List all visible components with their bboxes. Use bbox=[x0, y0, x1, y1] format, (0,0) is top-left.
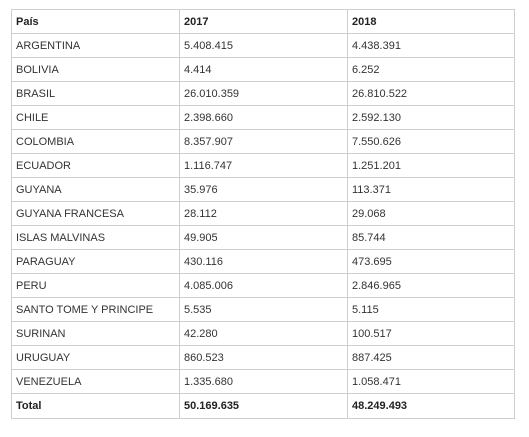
country-cell: PERU bbox=[12, 274, 180, 298]
country-cell: VENEZUELA bbox=[12, 370, 180, 394]
value-2018-cell: 113.371 bbox=[348, 178, 515, 202]
country-cell: PARAGUAY bbox=[12, 250, 180, 274]
value-2017-cell: 1.335.680 bbox=[180, 370, 348, 394]
value-2017-cell: 49.905 bbox=[180, 226, 348, 250]
value-2017-cell: 860.523 bbox=[180, 346, 348, 370]
table-row bbox=[12, 298, 515, 322]
value-2017-cell: 42.280 bbox=[180, 322, 348, 346]
value-2017-cell: 26.010.359 bbox=[180, 82, 348, 106]
country-cell: ARGENTINA bbox=[12, 34, 180, 58]
country-cell: SURINAN bbox=[12, 322, 180, 346]
total-2017-cell: 50.169.635 bbox=[180, 394, 348, 419]
country-cell: COLOMBIA bbox=[12, 130, 180, 154]
total-2018-cell: 48.249.493 bbox=[348, 394, 515, 419]
table-row bbox=[12, 154, 515, 178]
total-label-cell: Total bbox=[12, 394, 180, 419]
country-cell: BOLIVIA bbox=[12, 58, 180, 82]
table-header-row bbox=[12, 10, 515, 34]
header-country: País bbox=[12, 10, 180, 34]
table-row bbox=[12, 130, 515, 154]
country-cell: SANTO TOME Y PRINCIPE bbox=[12, 298, 180, 322]
value-2018-cell: 7.550.626 bbox=[348, 130, 515, 154]
value-2017-cell: 2.398.660 bbox=[180, 106, 348, 130]
header-2018: 2018 bbox=[348, 10, 515, 34]
value-2017-cell: 28.112 bbox=[180, 202, 348, 226]
value-2017-cell: 4.414 bbox=[180, 58, 348, 82]
table-row bbox=[12, 226, 515, 250]
value-2018-cell: 6.252 bbox=[348, 58, 515, 82]
table-row bbox=[12, 370, 515, 394]
value-2017-cell: 4.085.006 bbox=[180, 274, 348, 298]
table-container bbox=[11, 9, 515, 419]
value-2018-cell: 2.846.965 bbox=[348, 274, 515, 298]
value-2018-cell: 887.425 bbox=[348, 346, 515, 370]
value-2018-cell: 100.517 bbox=[348, 322, 515, 346]
table-row bbox=[12, 82, 515, 106]
value-2017-cell: 8.357.907 bbox=[180, 130, 348, 154]
value-2018-cell: 2.592.130 bbox=[348, 106, 515, 130]
country-cell: ECUADOR bbox=[12, 154, 180, 178]
value-2017-cell: 1.116.747 bbox=[180, 154, 348, 178]
table-row bbox=[12, 322, 515, 346]
value-2017-cell: 5.408.415 bbox=[180, 34, 348, 58]
header-2017: 2017 bbox=[180, 10, 348, 34]
table-row bbox=[12, 106, 515, 130]
value-2018-cell: 1.251.201 bbox=[348, 154, 515, 178]
table-row bbox=[12, 250, 515, 274]
country-cell: GUYANA FRANCESA bbox=[12, 202, 180, 226]
value-2017-cell: 35.976 bbox=[180, 178, 348, 202]
value-2017-cell: 5.535 bbox=[180, 298, 348, 322]
table-row bbox=[12, 58, 515, 82]
value-2018-cell: 29.068 bbox=[348, 202, 515, 226]
table-row bbox=[12, 346, 515, 370]
value-2018-cell: 1.058.471 bbox=[348, 370, 515, 394]
country-cell: URUGUAY bbox=[12, 346, 180, 370]
total-row bbox=[12, 394, 515, 419]
table-row bbox=[12, 202, 515, 226]
value-2018-cell: 26.810.522 bbox=[348, 82, 515, 106]
value-2018-cell: 5.115 bbox=[348, 298, 515, 322]
table-row bbox=[12, 178, 515, 202]
table-row bbox=[12, 274, 515, 298]
country-cell: GUYANA bbox=[12, 178, 180, 202]
value-2017-cell: 430.116 bbox=[180, 250, 348, 274]
table-body bbox=[12, 34, 515, 419]
country-cell: BRASIL bbox=[12, 82, 180, 106]
value-2018-cell: 85.744 bbox=[348, 226, 515, 250]
data-table bbox=[11, 9, 515, 419]
value-2018-cell: 4.438.391 bbox=[348, 34, 515, 58]
value-2018-cell: 473.695 bbox=[348, 250, 515, 274]
country-cell: CHILE bbox=[12, 106, 180, 130]
table-row bbox=[12, 34, 515, 58]
country-cell: ISLAS MALVINAS bbox=[12, 226, 180, 250]
